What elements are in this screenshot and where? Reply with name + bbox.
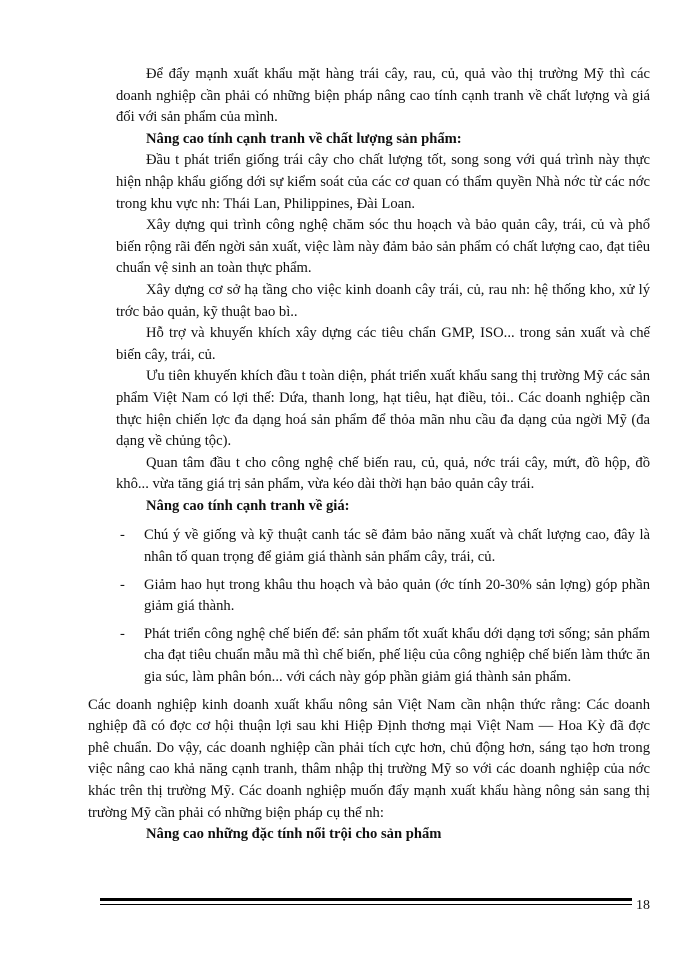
body-text [88,64,650,846]
bullet-text: Phát triển công nghệ chế biến để: sản phẩm tốt xuất khẩu dới dạng tơi sống; sản phẩm cha đạt tiêu chuẩn mẫu mã thì chế biến, phế liệu của công nghiệp chế biến làm thức ăn gia súc, làm phân bón... với cách này góp phần giảm giá thành sản phẩm. [144,625,650,686]
paragraph: Xây dựng cơ sở hạ tầng cho việc kinh doanh cây trái, củ, rau nh: hệ thống kho, xử lý trớc bảo quản, kỹ thuật bao bì.. [116,281,650,320]
bullet-item [116,624,650,689]
bullet-text: Chú ý về giống và kỹ thuật canh tác sẽ đảm bảo năng xuất và chất lượng cao, đây là nhân tố quan trọng để giảm giá thành sản phẩm cây, trái, củ. [144,527,650,566]
paragraph: Đầu t phát triển giống trái cây cho chất lượng tốt, song song với quá trình này thực hiện nhập khẩu giống dới sự kiểm soát của các cơ quan có thẩm quyền Nhà nớc từ các nớc trong khu vực nh: Thái Lan, Philippines, Đài Loan. [116,152,650,212]
bullet-list [116,525,650,688]
footer-rule [100,898,632,901]
bullet-marker: - [120,576,125,593]
bullet-text: Giảm hao hụt trong khâu thu hoạch và bảo quản (ớc tính 20-30% sản lợng) góp phần giảm giá thành. [144,576,650,615]
footer-rule-thin [100,904,632,905]
page-number: 18 [636,898,650,913]
paragraph: Các doanh nghiệp kinh doanh xuất khẩu nông sản Việt Nam cần nhận thức rằng: Các doanh nghiệp đã có đợc cơ hội thuận lợi sau khi Hiệp Định thơng mại Việt Nam — Hoa Kỳ đã đợc phê chuẩn. Do vậy, các doanh nghiệp cần phải tích cực hơn, chủ động hơn, sáng tạo hơn trong việc nâng cao khả năng cạnh tranh, thâm nhập thị trường Mỹ so với các doanh nghiệp của nớc khác trên thị trường Mỹ. Các doanh nghiệp muốn đẩy mạnh xuất khẩu hàng nông sản sang thị trường Mỹ cần phải có những biện pháp cụ thể nh: [88,696,650,821]
bullet-item [116,575,650,618]
paragraph: Quan tâm đầu t cho công nghệ chế biến rau, củ, quả, nớc trái cây, mứt, đồ hộp, đồ khô... vừa tăng giá trị sản phẩm, vừa kéo dài thời hạn bảo quản cây trái. [116,454,650,493]
paragraph: Ưu tiên khuyến khích đầu t toàn diện, phát triển xuất khẩu sang thị trường Mỹ các sản phẩm Việt Nam có lợi thế: Dứa, thanh long, hạt tiêu, hạt điều, tỏi.. Các doanh nghiệp cần thực hiện chiến lợc đa dạng hoá sản phẩm để thỏa mãn nhu cầu đa dạng của ngời Mỹ (đa dạng về chủng tộc). [116,368,650,450]
paragraph: Để đẩy mạnh xuất khẩu mặt hàng trái cây, rau, củ, quả vào thị trường Mỹ thì các doanh nghiệp cần phải có những biện pháp nâng cao tính cạnh tranh về chất lượng và giá đối với sản phẩm của mình. [116,66,650,126]
paragraph: Hỗ trợ và khuyến khích xây dựng các tiêu chẩn GMP, ISO... trong sản xuất và chế biến cây, trái, củ. [116,325,650,363]
section-heading: Nâng cao những đặc tính nổi trội cho sản phẩm [146,826,442,843]
section-heading: Nâng cao tính cạnh tranh về giá: [146,497,350,514]
bullet-marker: - [120,527,125,544]
section-heading: Nâng cao tính cạnh tranh về chất lượng sản phẩm: [146,130,462,147]
paragraph: Xây dựng qui trình công nghệ chăm sóc thu hoạch và bảo quản cây, trái, củ và phổ biến rộng rãi đến ngời sản xuất, việc làm này đảm bảo sản phẩm có chất lượng cao, đạt tiêu chuẩn vệ sinh an toàn thực phẩm. [116,217,650,277]
bullet-item [116,525,650,568]
bullet-marker: - [120,625,125,642]
